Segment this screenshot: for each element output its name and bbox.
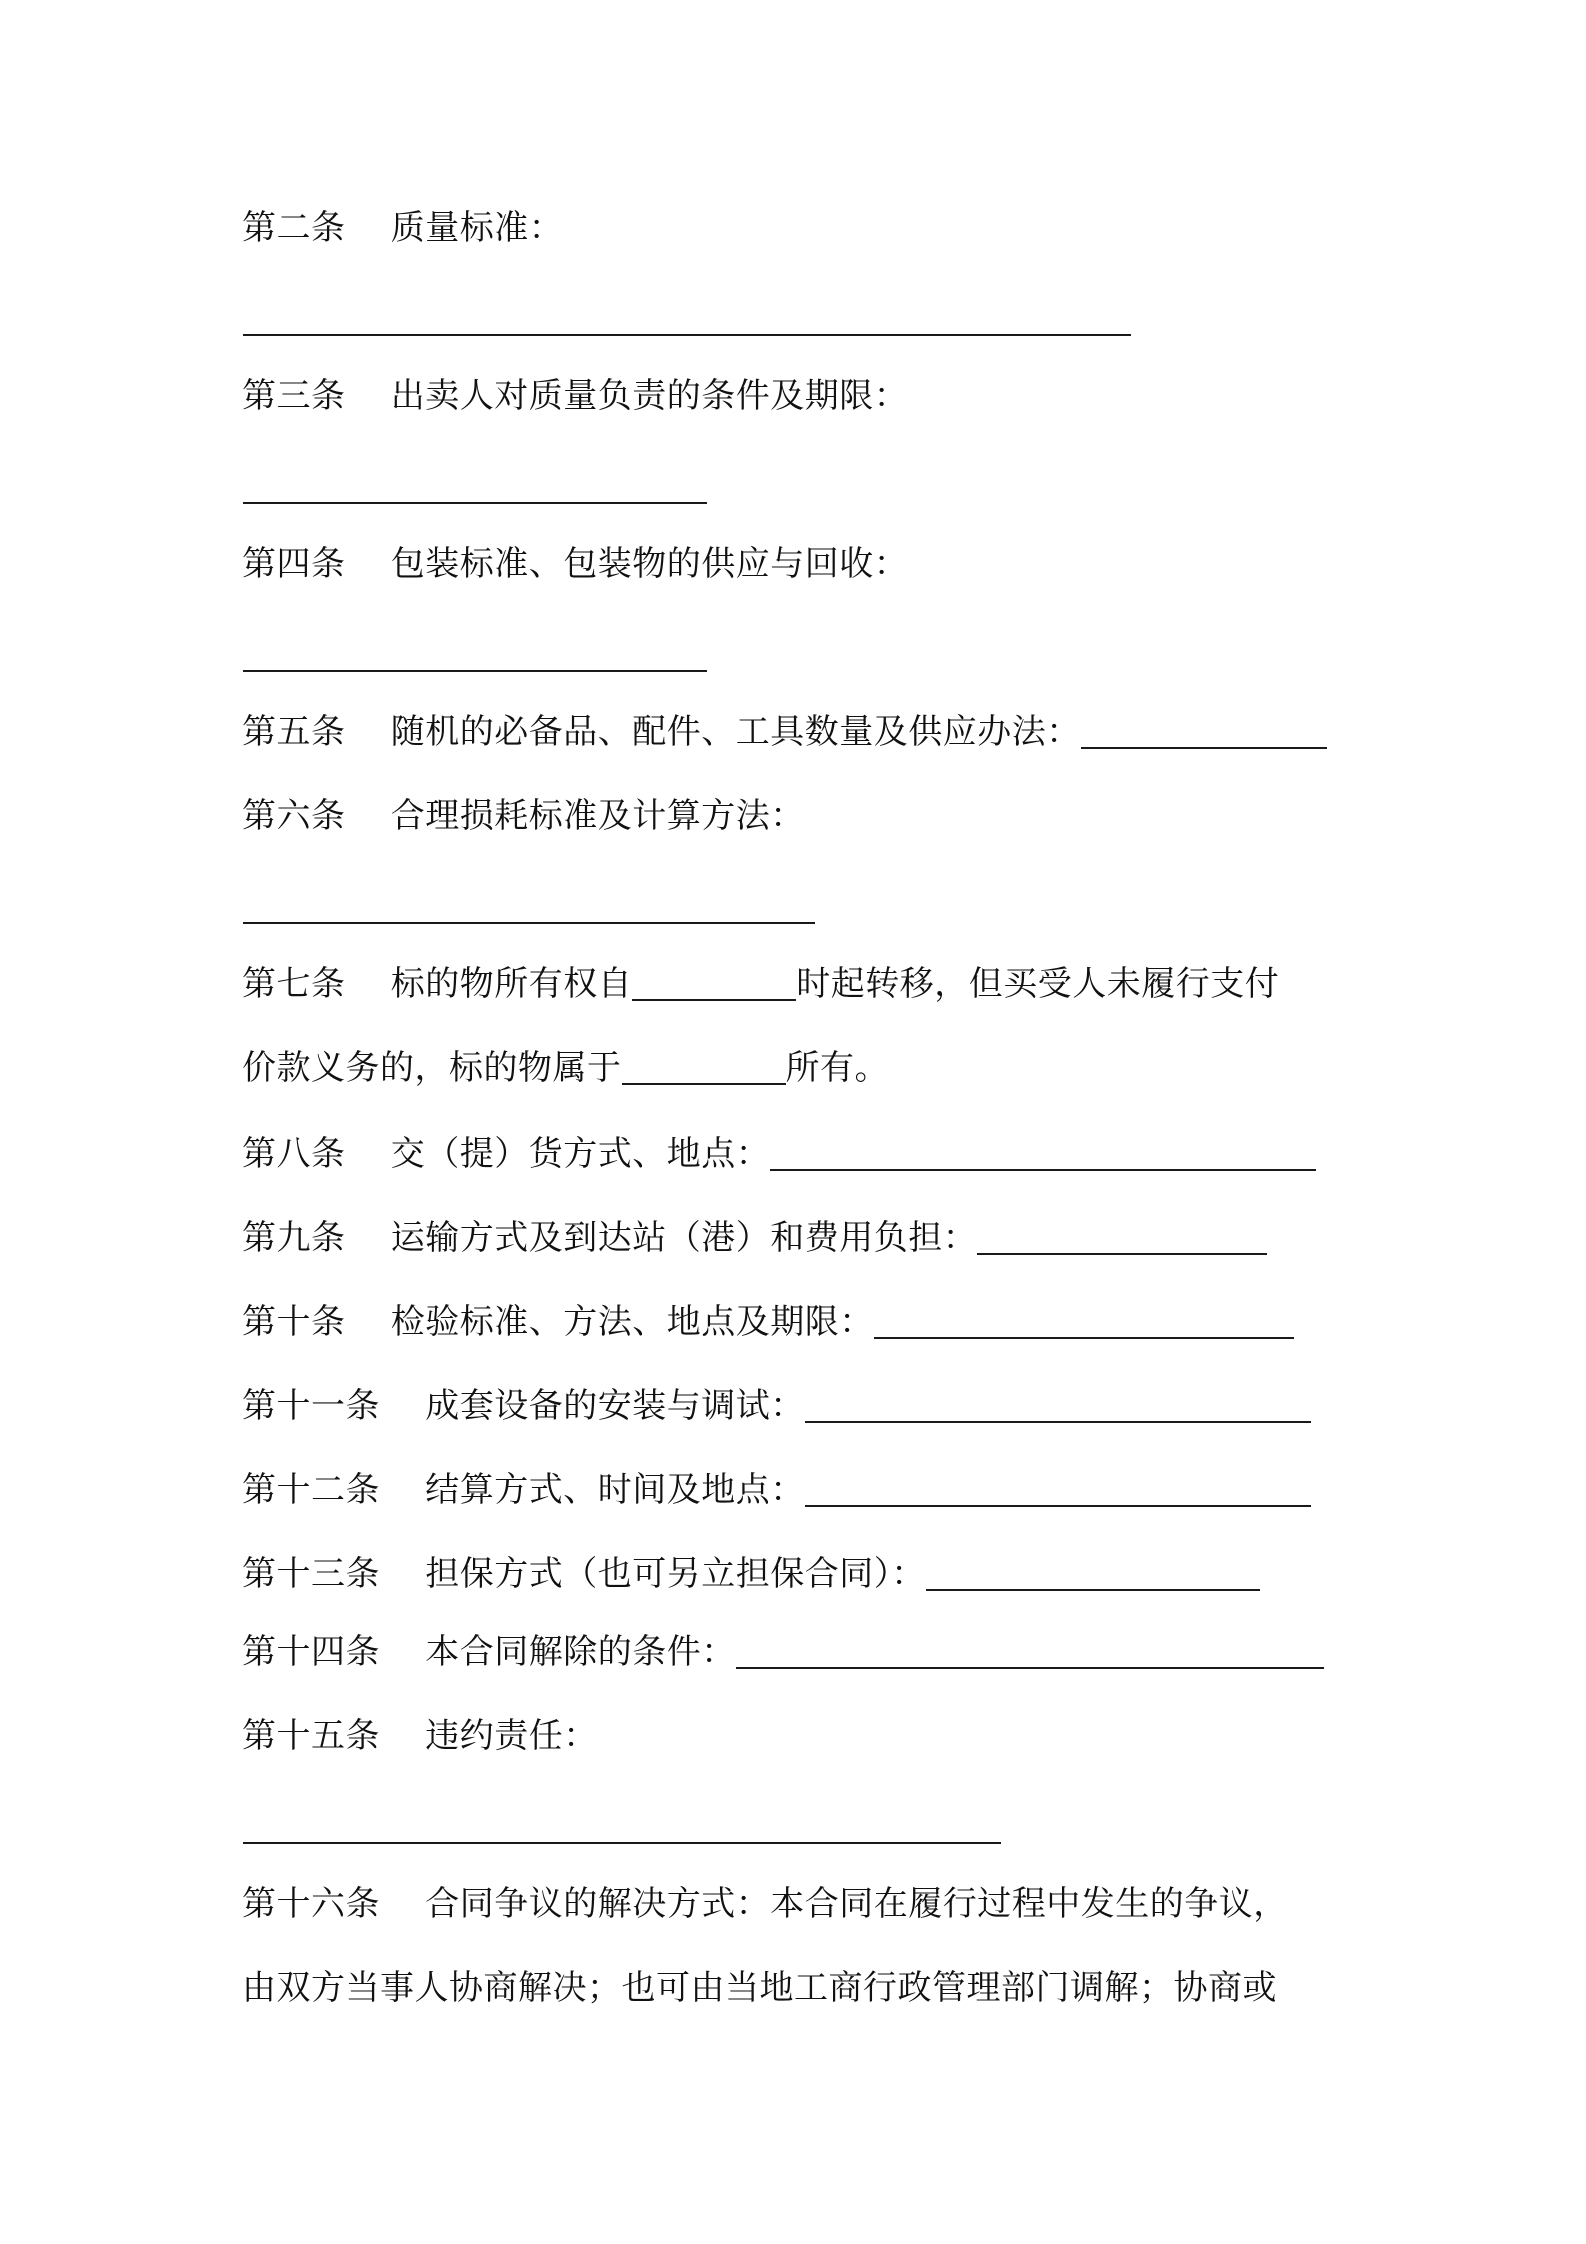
article-7-number: 第七条 bbox=[242, 964, 346, 1004]
article-4-title: 包装标准、包装物的供应与回收： bbox=[390, 544, 909, 584]
article-7-text-1: 标的物所有权自 bbox=[390, 964, 633, 1004]
article-14 bbox=[242, 1628, 1324, 1676]
article-7 bbox=[242, 960, 1279, 1008]
article-7-line-2 bbox=[242, 1044, 889, 1092]
article-5-title: 随机的必备品、配件、工具数量及供应办法： bbox=[390, 712, 1081, 752]
article-10 bbox=[242, 1298, 1294, 1346]
article-16-number: 第十六条 bbox=[242, 1884, 380, 1924]
article-2 bbox=[242, 204, 563, 252]
article-5-number: 第五条 bbox=[242, 712, 346, 752]
article-12-title: 结算方式、时间及地点： bbox=[425, 1470, 805, 1510]
article-3-title: 出卖人对质量负责的条件及期限： bbox=[390, 376, 909, 416]
article-15-title: 违约责任： bbox=[425, 1716, 598, 1756]
article-11-blank[interactable] bbox=[805, 1389, 1311, 1423]
article-11 bbox=[242, 1382, 1311, 1430]
article-7-blank-2[interactable] bbox=[622, 1051, 786, 1085]
article-16-text-2: 由双方当事人协商解决；也可由当地工商行政管理部门调解；协商或 bbox=[242, 1968, 1277, 2008]
article-11-number: 第十一条 bbox=[242, 1386, 380, 1426]
article-6-blank[interactable] bbox=[243, 922, 815, 924]
article-6 bbox=[242, 792, 805, 840]
article-14-blank[interactable] bbox=[736, 1635, 1324, 1669]
article-8 bbox=[242, 1130, 1316, 1178]
article-15-blank[interactable] bbox=[243, 1842, 1001, 1844]
article-2-title: 质量标准： bbox=[390, 208, 564, 248]
article-7-text-4: 所有。 bbox=[785, 1048, 889, 1088]
article-13 bbox=[242, 1550, 1260, 1598]
article-8-number: 第八条 bbox=[242, 1134, 346, 1174]
article-2-number: 第二条 bbox=[242, 208, 346, 248]
article-7-text-2: 时起转移，但买受人未履行支付 bbox=[796, 964, 1280, 1004]
article-6-title: 合理损耗标准及计算方法： bbox=[390, 796, 805, 836]
article-4-blank[interactable] bbox=[243, 670, 707, 672]
article-2-blank[interactable] bbox=[243, 334, 1131, 336]
article-10-number: 第十条 bbox=[242, 1302, 346, 1342]
article-10-blank[interactable] bbox=[874, 1305, 1294, 1339]
article-8-title: 交（提）货方式、地点： bbox=[390, 1134, 771, 1174]
article-14-title: 本合同解除的条件： bbox=[425, 1632, 736, 1672]
article-4 bbox=[242, 540, 908, 588]
article-16-line-2 bbox=[242, 1964, 1277, 2012]
article-15-number: 第十五条 bbox=[242, 1716, 380, 1756]
article-16-text: 合同争议的解决方式：本合同在履行过程中发生的争议， bbox=[425, 1884, 1288, 1924]
article-8-blank[interactable] bbox=[770, 1137, 1316, 1171]
article-13-number: 第十三条 bbox=[242, 1554, 380, 1594]
article-13-title: 担保方式（也可另立担保合同）： bbox=[425, 1554, 926, 1594]
article-3 bbox=[242, 372, 908, 420]
article-14-number: 第十四条 bbox=[242, 1632, 380, 1672]
article-13-blank[interactable] bbox=[926, 1557, 1260, 1591]
article-3-number: 第三条 bbox=[242, 376, 346, 416]
article-5-blank[interactable] bbox=[1081, 715, 1327, 749]
article-11-title: 成套设备的安装与调试： bbox=[425, 1386, 805, 1426]
article-9-title: 运输方式及到达站（港）和费用负担： bbox=[390, 1218, 978, 1258]
article-15 bbox=[242, 1712, 598, 1760]
article-12 bbox=[242, 1466, 1311, 1514]
article-9-blank[interactable] bbox=[977, 1221, 1267, 1255]
article-7-blank-1[interactable] bbox=[632, 967, 796, 1001]
article-6-number: 第六条 bbox=[242, 796, 346, 836]
article-10-title: 检验标准、方法、地点及期限： bbox=[390, 1302, 874, 1342]
article-5 bbox=[242, 708, 1327, 756]
article-9 bbox=[242, 1214, 1267, 1262]
article-4-number: 第四条 bbox=[242, 544, 346, 584]
article-9-number: 第九条 bbox=[242, 1218, 346, 1258]
article-12-number: 第十二条 bbox=[242, 1470, 380, 1510]
article-16 bbox=[242, 1880, 1288, 1928]
article-7-text-3: 价款义务的，标的物属于 bbox=[242, 1048, 622, 1088]
article-12-blank[interactable] bbox=[805, 1473, 1311, 1507]
article-3-blank[interactable] bbox=[243, 502, 707, 504]
